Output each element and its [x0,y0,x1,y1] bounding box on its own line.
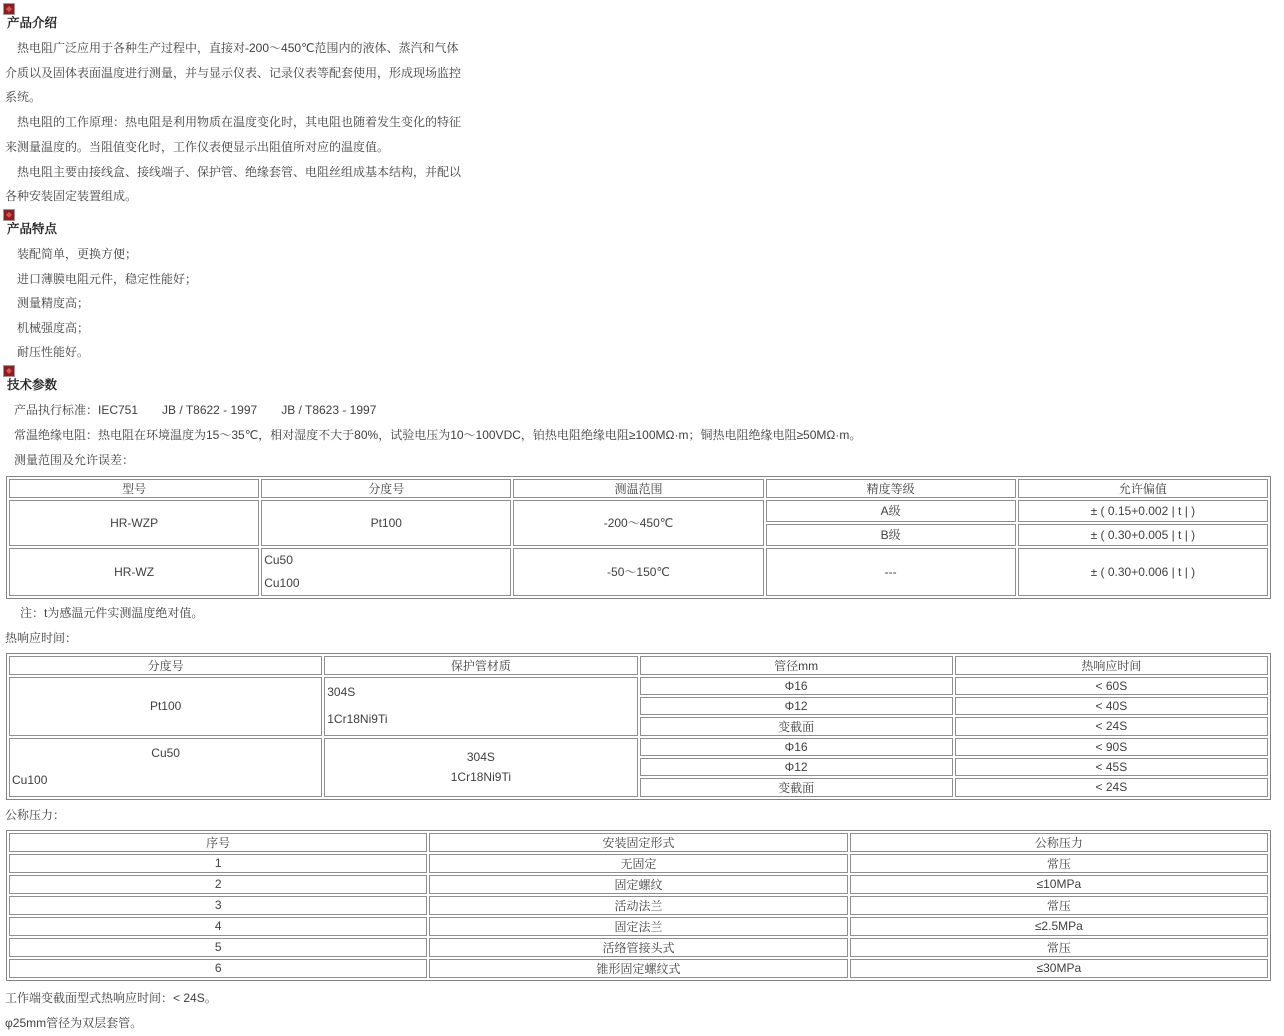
red-diamond-icon [6,212,12,218]
cell-response-time: < 40S [955,697,1268,715]
intro-paragraph-3 [0,160,1284,209]
tech-range-label: 测量范围及允许误差： [14,452,135,467]
table-row [9,959,1268,978]
table-row [9,738,1268,756]
cell-range: -200～450℃ [513,500,763,546]
cell-mounting: 固定螺纹 [429,875,847,894]
cell-accuracy-class: --- [766,548,1016,596]
material-line: 1Cr18Ni9Ti [450,770,511,785]
intro-text-line: 介质以及固体表面温度进行测量，并与显示仪表、记录仪表等配套使用，形成现场监控 [5,65,462,80]
table-row [9,896,1268,915]
nominal-pressure-label: 公称压力： [5,807,66,822]
cell-pressure: 常压 [850,938,1268,957]
graduation-line: Cu100 [12,773,48,788]
intro-text-line: 热电阻的工作原理：热电阻是利用物质在温度变化时，其电阻也随着发生变化的特征 [17,115,462,130]
cell-mounting: 活动法兰 [429,896,847,915]
cell-response-time: < 90S [955,738,1268,756]
column-header-accuracy: 精度等级 [766,479,1016,498]
section-title-intro: 产品介绍 [7,16,58,30]
table-row [9,917,1268,936]
graduation-line: Cu50 [264,552,293,567]
cell-index: 3 [9,896,427,915]
cell-response-time: < 60S [955,677,1268,695]
intro-text-line: 热电阻主要由接线盒、接线端子、保护管、绝缘套管、电阻丝组成基本结构，并配以 [17,164,462,179]
cell-pressure: ≤10MPa [850,875,1268,894]
cell-range: -50～150℃ [513,548,763,596]
column-header-index: 序号 [9,833,427,852]
column-header-graduation: 分度号 [261,479,511,498]
intro-text-line: 来测量温度的。当阻值变化时，工作仪表便显示出阻值所对应的温度值。 [5,139,390,154]
intro-text-line: 热电阻广泛应用于各种生产过程中，直接对-200～450℃范围内的液体、蒸汽和气体 [17,41,459,55]
table-row [9,854,1268,873]
feature-item: 进口薄膜电阻元件，稳定性能好； [17,271,198,286]
cell-graduation: Pt100 [9,677,322,736]
graduation-line: Cu100 [264,575,300,590]
column-header-tube-material: 保护管材质 [324,656,637,675]
cell-index: 1 [9,854,427,873]
table-row [9,677,1268,695]
intro-text-line: 各种安装固定装置组成。 [5,189,138,204]
red-diamond-icon [6,6,12,12]
cell-pressure: ≤30MPa [850,959,1268,978]
cell-graduation: Pt100 [261,500,511,546]
cell-index: 4 [9,917,427,936]
tech-standard-line: 产品执行标准：IEC751 JB / T8622 - 1997 JB / T8623 - 1997 [14,402,377,417]
cell-tube-material [324,738,637,797]
cell-graduation [9,738,322,797]
table-row [9,875,1268,894]
cell-mounting: 固定法兰 [429,917,847,936]
column-header-response-time: 热响应时间 [955,656,1268,675]
cell-diameter: Φ12 [640,758,953,776]
column-header-model: 型号 [9,479,259,498]
nominal-pressure-table [6,830,1271,981]
column-header-range: 测温范围 [513,479,763,498]
intro-paragraph-2 [0,110,1284,159]
cell-model: HR-WZP [9,500,259,546]
feature-item: 装配简单，更换方便； [17,246,138,261]
material-line: 304S [466,750,495,765]
table-row [9,938,1268,957]
cell-deviation: ± ( 0.30+0.006 | t | ) [1018,548,1268,596]
cell-mounting: 无固定 [429,854,847,873]
range-deviation-table [6,476,1271,599]
section-title-tech: 技术参数 [7,377,58,392]
material-line: 304S [327,685,356,700]
table-note: 注：t为感温元件实测温度绝对值。 [20,605,204,620]
cell-model: HR-WZ [9,548,259,596]
feature-item: 机械强度高； [17,320,90,335]
cell-index: 2 [9,875,427,894]
cell-graduation [261,548,511,596]
table-header-row [9,833,1268,852]
cell-diameter: Φ12 [640,697,953,715]
cell-tube-material [324,677,637,736]
column-header-graduation: 分度号 [9,656,322,675]
cell-accuracy-class: B级 [766,524,1016,546]
tech-insulation-line: 常温绝缘电阻：热电阻在环境温度为15～35℃，相对湿度不大于80%，试验电压为10～100VDC，铂热电阻绝缘电阻≥100MΩ·m；铜热电阻绝缘电阻≥50MΩ·m。 [14,427,862,442]
thermal-response-table [6,653,1271,800]
broken-image-icon [3,365,15,377]
section-title-features: 产品特点 [7,221,58,236]
material-line: 1Cr18Ni9Ti [327,712,388,727]
cell-response-time: < 24S [955,717,1268,736]
broken-image-icon [3,209,15,221]
cell-deviation: ± ( 0.30+0.005 | t | ) [1018,524,1268,546]
feature-item: 耐压性能好。 [17,345,90,360]
cell-index: 6 [9,959,427,978]
footer-note-line: 工作端变截面型式热响应时间：< 24S。 [5,990,217,1005]
intro-paragraph-1 [0,36,1284,110]
column-header-pressure: 公称压力 [850,833,1268,852]
table-header-row [9,479,1268,498]
cell-pressure: 常压 [850,896,1268,915]
feature-list [0,242,1284,365]
cell-diameter: Φ16 [640,677,953,695]
table-row [9,500,1268,522]
cell-deviation: ± ( 0.15+0.002 | t | ) [1018,500,1268,522]
intro-text-line: 系统。 [5,90,42,105]
cell-diameter: 变截面 [640,778,953,797]
cell-diameter: 变截面 [640,717,953,736]
cell-mounting: 活络管接头式 [429,938,847,957]
red-diamond-icon [6,368,12,374]
table-header-row [9,656,1268,675]
broken-image-icon [3,3,15,15]
cell-pressure: ≤2.5MPa [850,917,1268,936]
cell-index: 5 [9,938,427,957]
feature-item: 测量精度高； [17,296,90,311]
column-header-tube-diameter: 管径mm [640,656,953,675]
column-header-deviation: 允许偏值 [1018,479,1268,498]
cell-pressure: 常压 [850,854,1268,873]
column-header-mounting: 安装固定形式 [429,833,847,852]
thermal-response-label: 热响应时间： [5,630,78,645]
cell-mounting: 锥形固定螺纹式 [429,959,847,978]
cell-response-time: < 45S [955,758,1268,776]
graduation-line: Cu50 [151,746,180,761]
cell-accuracy-class: A级 [766,500,1016,522]
footer-note-line: φ25mm管径为双层套管。 [5,1015,143,1030]
cell-response-time: < 24S [955,778,1268,797]
table-row [9,548,1268,596]
cell-diameter: Φ16 [640,738,953,756]
